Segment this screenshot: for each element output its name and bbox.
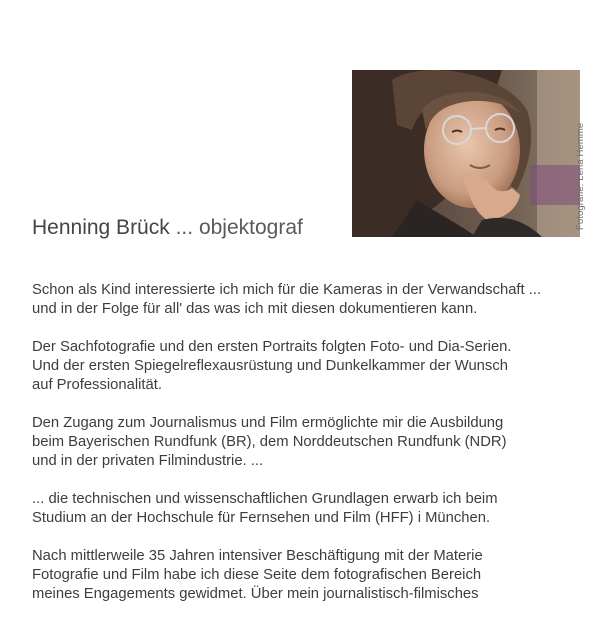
author-name: Henning Brück: [32, 216, 170, 239]
bio-line: Und der ersten Spiegelreflexausrüstung und Dunkelkammer der Wunsch: [32, 358, 508, 374]
bio-line: und in der Folge für all' das was ich mit diesen dokumentieren kann.: [32, 301, 478, 317]
bio-line: auf Professionalität.: [32, 377, 162, 393]
page-title: [32, 215, 303, 241]
bio-line: ... die technischen und wissenschaftlichen Grundlagen erwarb ich beim: [32, 491, 498, 507]
bio-line: Fotografie und Film habe ich diese Seite dem fotografischen Bereich: [32, 567, 482, 583]
bio-line: Nach mittlerweile 35 Jahren intensiver Beschäftigung mit der Materie: [32, 548, 483, 564]
bio-line: Der Sachfotografie und den ersten Portraits folgten Foto- und Dia-Serien.: [32, 339, 512, 355]
bio-line: und in der privaten Filmindustrie. ...: [32, 453, 264, 469]
bio-paragraph: [32, 414, 592, 471]
bio-paragraph: [32, 547, 592, 604]
bio-line: Studium an der Hochschule für Fernsehen und Film (HFF) i München.: [32, 510, 491, 526]
bio-line: beim Bayerischen Rundfunk (BR), dem Norddeutschen Rundfunk (NDR): [32, 434, 507, 450]
bio-paragraph: [32, 490, 592, 528]
bio-line: Den Zugang zum Journalismus und Film ermöglichte mir die Ausbildung: [32, 415, 504, 431]
bio-line: meines Engagements gewidmet. Über mein journalistisch-filmisches: [32, 586, 479, 602]
portrait-image: [352, 70, 580, 237]
title-separator: ...: [175, 216, 194, 239]
bio-paragraph: [32, 281, 592, 319]
tagline: objektograf: [198, 216, 303, 239]
photo-credit: Fotografie: Lena Hemme: [575, 122, 586, 230]
portrait-photo: [352, 70, 580, 237]
bio-line: Schon als Kind interessierte ich mich für die Kameras in der Verwandschaft ...: [32, 282, 542, 298]
bio-text: [32, 281, 592, 623]
bio-paragraph: [32, 338, 592, 395]
